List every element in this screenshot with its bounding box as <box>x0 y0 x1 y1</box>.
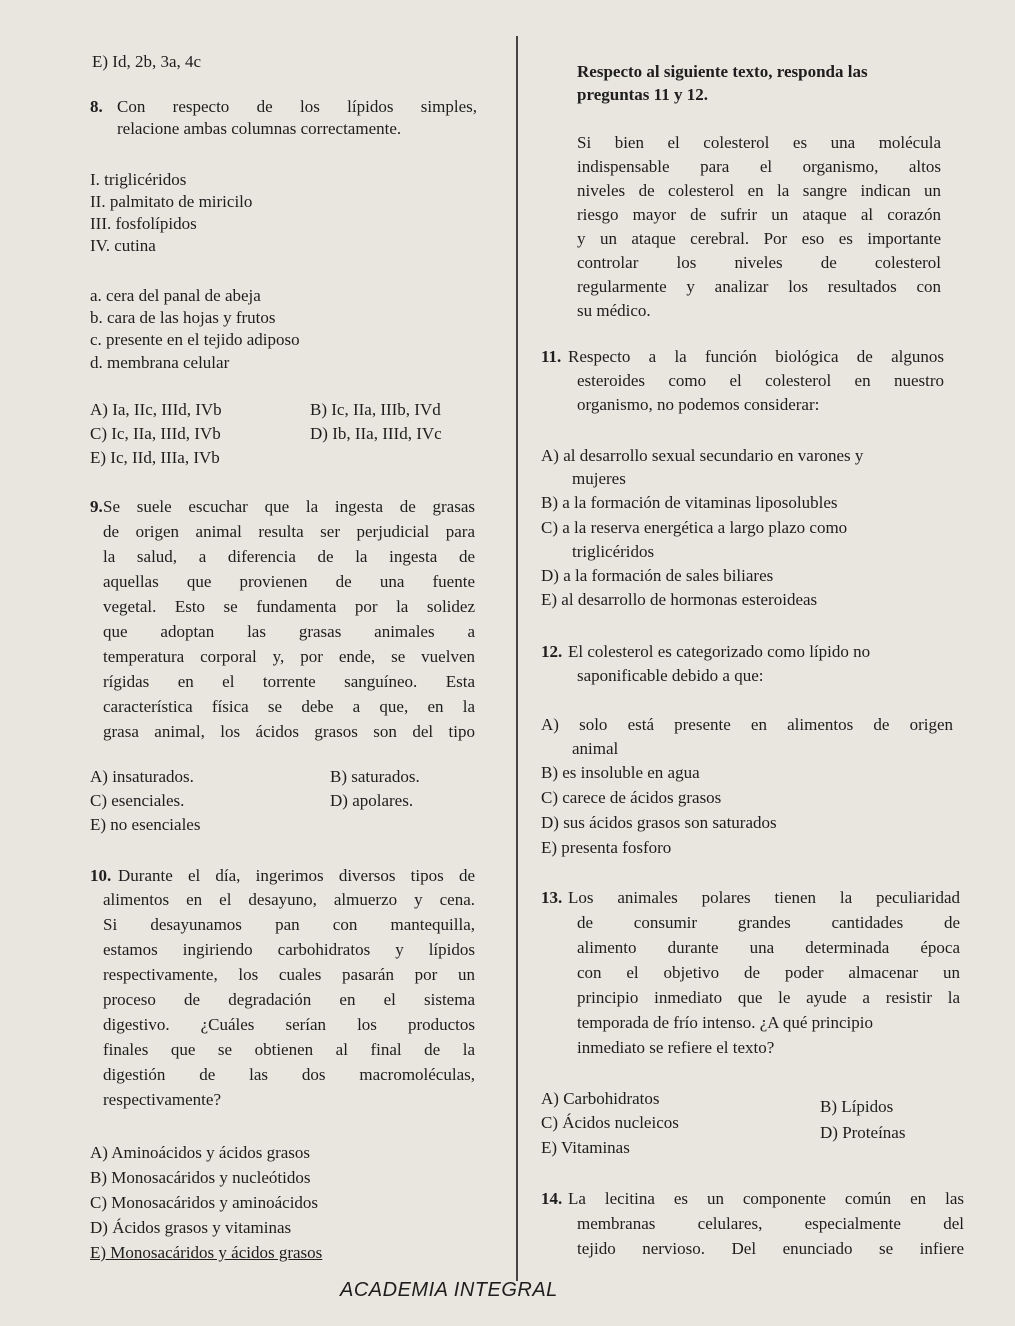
q11-option-continued: triglicéridos <box>572 542 655 561</box>
q12-option[interactable]: A) solo está presente en alimentos de origen <box>541 715 953 734</box>
q9-stem-line: Se suele escuchar que la ingesta de grasas <box>103 497 475 516</box>
q13-stem-line: inmediato se refiere el texto? <box>577 1038 775 1057</box>
footer-academy-name: ACADEMIA INTEGRAL <box>340 1279 558 1301</box>
q10-stem-line: respectivamente, los cuales pasarán por un <box>103 965 475 984</box>
q8-column-1-item: IV. cutina <box>90 236 156 255</box>
q8-stem-line: relacione ambas columnas correctamente. <box>117 119 402 138</box>
q10-stem-line: digestivo. ¿Cuáles serían los productos <box>103 1015 475 1034</box>
q13-option[interactable]: C) Ácidos nucleicos <box>541 1113 679 1132</box>
q8-option[interactable]: B) Ic, IIa, IIIb, IVd <box>310 400 441 419</box>
q11-option-marked[interactable]: C) a la reserva energética a largo plazo como <box>541 518 848 537</box>
q9-stem-line: grasa animal, los ácidos grasos son del tipo <box>103 722 475 741</box>
q10-stem-line: respectivamente? <box>103 1090 221 1109</box>
q10-option[interactable]: C) Monosacáridos y aminoácidos <box>90 1193 319 1212</box>
q11-option[interactable]: E) al desarrollo de hormonas esteroideas <box>541 590 818 609</box>
passage-line: riesgo mayor de sufrir un ataque al corazón <box>577 205 941 224</box>
q9-option-marked[interactable]: B) saturados. <box>330 767 420 786</box>
q12-option-continued: animal <box>572 739 619 758</box>
q8-column-2-item: a. cera del panal de abeja <box>90 286 261 305</box>
q13-stem-line: de consumir grandes cantidades de <box>577 913 960 932</box>
q13-stem-line: con el objetivo de poder almacenar un <box>577 963 960 982</box>
q8-column-1-item: III. fosfolípidos <box>90 214 197 233</box>
q8-option[interactable]: D) Ib, IIa, IIId, IVc <box>310 424 442 443</box>
q8-stem-line: Con respecto de los lípidos simples, <box>117 97 477 116</box>
q10-stem-line: Si desayunamos pan con mantequilla, <box>103 915 475 934</box>
q14-stem-line: membranas celulares, especialmente del <box>577 1214 964 1233</box>
q13-stem-line: alimento durante una determinada época <box>577 938 960 957</box>
q12-option[interactable]: E) presenta fosforo <box>541 838 672 857</box>
passage-line: regularmente y analizar los resultados con <box>577 277 941 296</box>
q11-number: 11. <box>541 347 562 366</box>
q13-stem-line: Los animales polares tienen la peculiaridad <box>568 888 960 907</box>
q12-number: 12. <box>541 642 563 661</box>
passage-line: y un ataque cerebral. Por eso es importante <box>577 229 941 248</box>
q11-option[interactable]: B) a la formación de vitaminas liposolubles <box>541 493 838 512</box>
q10-stem-line: proceso de degradación en el sistema <box>103 990 475 1009</box>
q10-option-marked[interactable]: E) Monosacáridos y ácidos grasos <box>90 1243 323 1262</box>
q8-column-2-item: b. cara de las hojas y frutos <box>90 308 276 327</box>
q9-stem-line: temperatura corporal y, por ende, se vuelven <box>103 647 475 666</box>
q10-option[interactable]: D) Ácidos grasos y vitaminas <box>90 1218 292 1237</box>
q9-stem-line: característica física se debe a que, en la <box>103 697 475 716</box>
q9-stem-line: vegetal. Esto se fundamenta por la solidez <box>103 597 475 616</box>
passage-line: Si bien el colesterol es una molécula <box>577 133 941 152</box>
q8-column-1-item: II. palmitato de miricilo <box>90 192 253 211</box>
q14-stem-line: La lecitina es un componente común en las <box>568 1189 964 1208</box>
q13-option[interactable]: E) Vitaminas <box>541 1138 630 1157</box>
q13-option[interactable]: A) Carbohidratos <box>541 1089 660 1108</box>
q12-option[interactable]: D) sus ácidos grasos son saturados <box>541 813 777 832</box>
q8-number: 8. <box>90 97 103 116</box>
q12-stem-line: El colesterol es categorizado como lípido no <box>568 642 871 661</box>
q11-stem-line: esteroides como el colesterol en nuestro <box>577 371 944 390</box>
q14-stem-line: tejido nervioso. Del enunciado se infiere <box>577 1239 964 1258</box>
q9-stem-line: que adoptan las grasas animales a <box>103 622 475 641</box>
q8-column-1-item: I. triglicéridos <box>90 170 187 189</box>
q10-option[interactable]: B) Monosacáridos y nucleótidos <box>90 1168 311 1187</box>
q11-option[interactable]: D) a la formación de sales biliares <box>541 566 774 585</box>
q10-number: 10. <box>90 866 112 885</box>
q13-stem-line: principio inmediato que le ayude a resistir la <box>577 988 960 1007</box>
reading-instructions-line: Respecto al siguiente texto, responda las <box>577 62 868 81</box>
q8-option[interactable]: E) Ic, IId, IIIa, IVb <box>90 448 220 467</box>
q10-stem-line: estamos ingiriendo carbohidratos y lípidos <box>103 940 475 959</box>
q12-option[interactable]: B) es insoluble en agua <box>541 763 700 782</box>
passage-line: su médico. <box>577 301 651 320</box>
q12-stem-line: saponificable debido a que: <box>577 666 764 685</box>
passage-line: niveles de colesterol en la sangre indican un <box>577 181 941 200</box>
q9-option[interactable]: D) apolares. <box>330 791 414 810</box>
q10-stem-line: digestión de las dos macromoléculas, <box>103 1065 475 1084</box>
q8-column-2-item: d. membrana celular <box>90 353 230 372</box>
q11-stem-line: organismo, no podemos considerar: <box>577 395 820 414</box>
q9-option[interactable]: A) insaturados. <box>90 767 194 786</box>
q10-stem-line: Durante el día, ingerimos diversos tipos de <box>118 866 475 885</box>
q13-stem-line: temporada de frío intenso. ¿A qué principio <box>577 1013 873 1032</box>
q9-number: 9. <box>90 497 103 516</box>
q13-option[interactable]: B) Lípidos <box>820 1097 894 1116</box>
column-divider <box>516 36 518 1281</box>
q11-option-continued: mujeres <box>572 469 626 488</box>
q9-stem-line: de origen animal resulta ser perjudicial para <box>103 522 475 541</box>
q8-option-marked[interactable]: C) Ic, IIa, IIId, IVb <box>90 424 221 443</box>
reading-instructions-line: preguntas 11 y 12. <box>577 85 708 104</box>
q8-column-2-item: c. presente en el tejido adiposo <box>90 330 300 349</box>
q12-option[interactable]: C) carece de ácidos grasos <box>541 788 722 807</box>
q9-stem-line: aquellas que provienen de una fuente <box>103 572 475 591</box>
passage-line: indispensable para el organismo, altos <box>577 157 941 176</box>
q9-option[interactable]: E) no esenciales <box>90 815 201 834</box>
q11-stem-line: Respecto a la función biológica de algunos <box>568 347 944 366</box>
q8-option[interactable]: A) Ia, IIc, IIId, IVb <box>90 400 222 419</box>
q14-number: 14. <box>541 1189 563 1208</box>
q9-option[interactable]: C) esenciales. <box>90 791 185 810</box>
q13-number: 13. <box>541 888 563 907</box>
q13-option[interactable]: D) Proteínas <box>820 1123 906 1142</box>
q9-stem-line: rígidas en el torrente sanguíneo. Esta <box>103 672 475 691</box>
q9-stem-line: la salud, a diferencia de la ingesta de <box>103 547 475 566</box>
q7-answer-tail: E) Id, 2b, 3a, 4c <box>92 52 202 71</box>
q11-option[interactable]: A) al desarrollo sexual secundario en varones y <box>541 446 864 465</box>
q10-stem-line: finales que se obtienen al final de la <box>103 1040 475 1059</box>
passage-line: controlar los niveles de colesterol <box>577 253 941 272</box>
q10-option[interactable]: A) Aminoácidos y ácidos grasos <box>90 1143 311 1162</box>
q10-stem-line: alimentos en el desayuno, almuerzo y cena. <box>103 890 475 909</box>
